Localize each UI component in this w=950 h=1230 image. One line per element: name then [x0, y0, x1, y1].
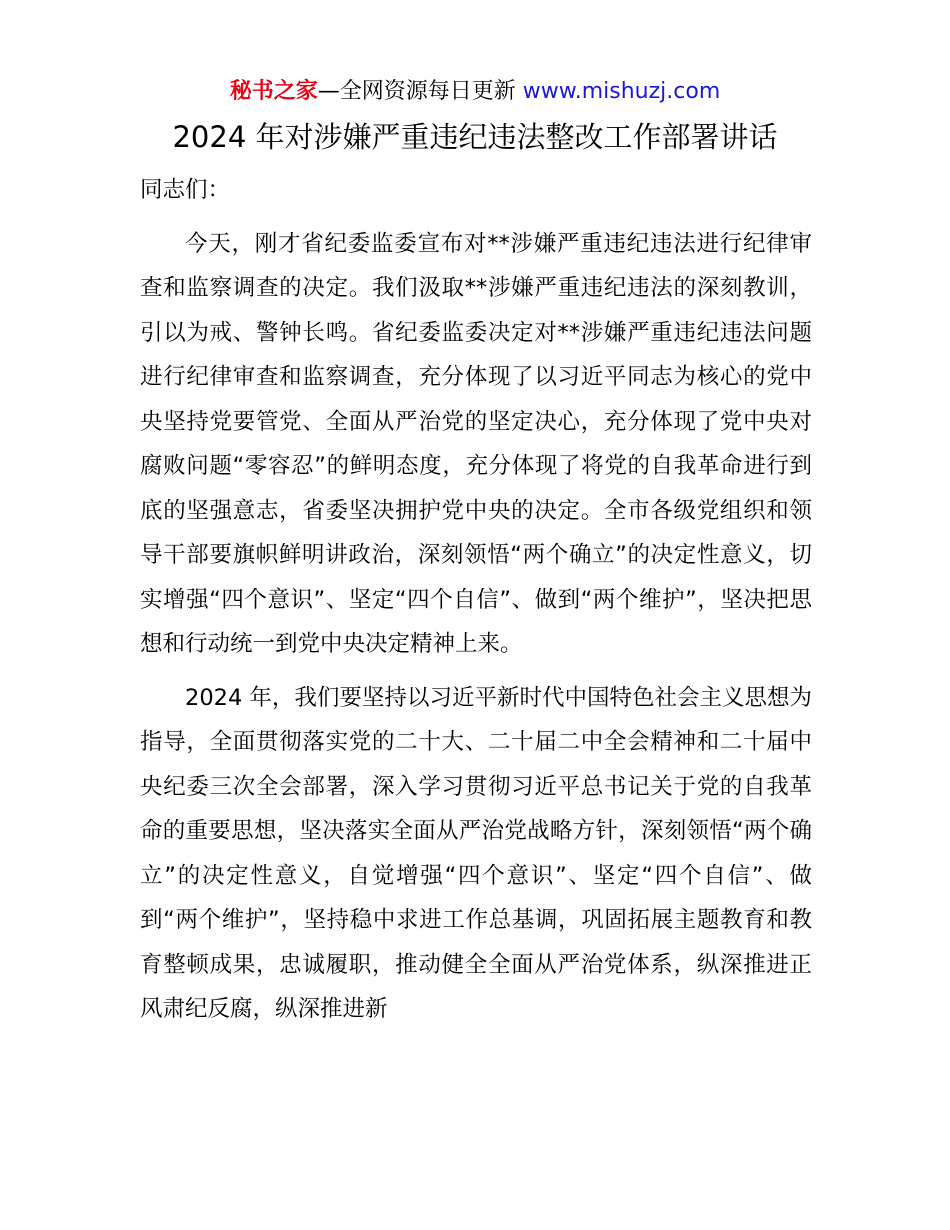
site-header: [0, 76, 950, 108]
salutation: 同志们：: [140, 177, 231, 203]
document-title: 2024 年对涉嫌严重违纪违法整改工作部署讲话: [172, 120, 778, 154]
document-body: [140, 168, 812, 1032]
body-paragraph-2: 2024 年，我们要坚持以习近平新时代中国特色社会主义思想为指导，全面贯彻落实党的二十大、二十届二中全会精神和二十届中央纪委三次全会部署，深入学习贯彻习近平总书记关于党的自我革命的重要思想，坚决落实全面从严治党战略方针，深刻领悟“两个确立”的决定性意义，自觉增强“四个意识”、坚定“四个自信”、做到“两个维护”，坚持稳中求进工作总基调，巩固拓展主题教育和教育整顿成果，忠诚履职，推动健全全面从严治党体系，纵深推进正风肃纪反腐，纵深推进新: [140, 684, 812, 1022]
site-tagline: —全网资源每日更新: [317, 79, 523, 104]
body-paragraph-1: 今天，刚才省纪委监委宣布对**涉嫌严重违纪违法进行纪律审查和监察调查的决定。我们汲取**涉嫌严重违纪违法的深刻教训，引以为戒、警钟长鸣。省纪委监委决定对**涉嫌严重违纪违法问题进行纪律审查和监察调查，充分体现了以习近平同志为核心的党中央坚持党要管党、全面从严治党的坚定决心，充分体现了党中央对腐败问题“零容忍”的鲜明态度，充分体现了将党的自我革命进行到底的坚强意志，省委坚决拥护党中央的决定。全市各级党组织和领导干部要旗帜鲜明讲政治，深刻领悟“两个确立”的决定性意义，切实增强“四个意识”、坚定“四个自信”、做到“两个维护”，坚决把思想和行动统一到党中央决定精神上来。: [140, 230, 812, 657]
site-url-link[interactable]: www.mishuzj.com: [522, 79, 721, 104]
site-brand: 秘书之家: [229, 79, 318, 104]
